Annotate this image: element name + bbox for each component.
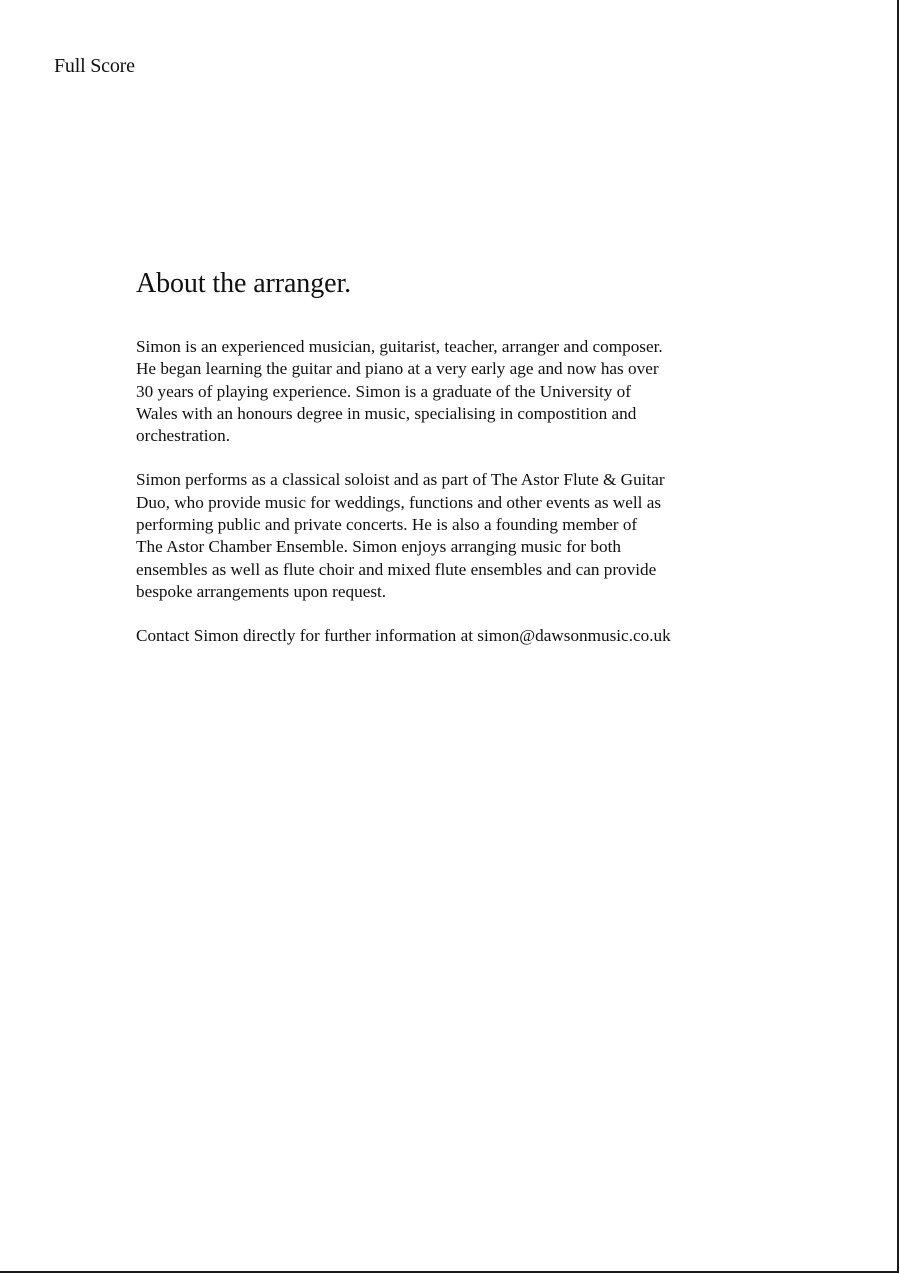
header-label: Full Score	[54, 55, 135, 77]
performance-paragraph: Simon performs as a classical soloist and as part of The Astor Flute & Guitar Duo, who provide music for weddings, functions and other events as well as performing public and private concerts. He is also a founding member of The Astor Chamber Ensemble. Simon enjoys arranging music for both ensembles as well as flute choir and mixed flute ensembles and can provide bespoke arrangements upon request.	[136, 470, 665, 601]
about-section	[136, 266, 796, 670]
about-heading: About the arranger.	[136, 268, 352, 299]
contact-line: Contact Simon directly for further information at simon@dawsonmusic.co.uk	[136, 626, 671, 646]
bio-paragraph: Simon is an experienced musician, guitarist, teacher, arranger and composer. He began learning the guitar and piano at a very early age and now has over 30 years of playing experience. Simon is a graduate of the University of Wales with an honours degree in music, specialising in compostition and orchestration.	[136, 337, 663, 446]
